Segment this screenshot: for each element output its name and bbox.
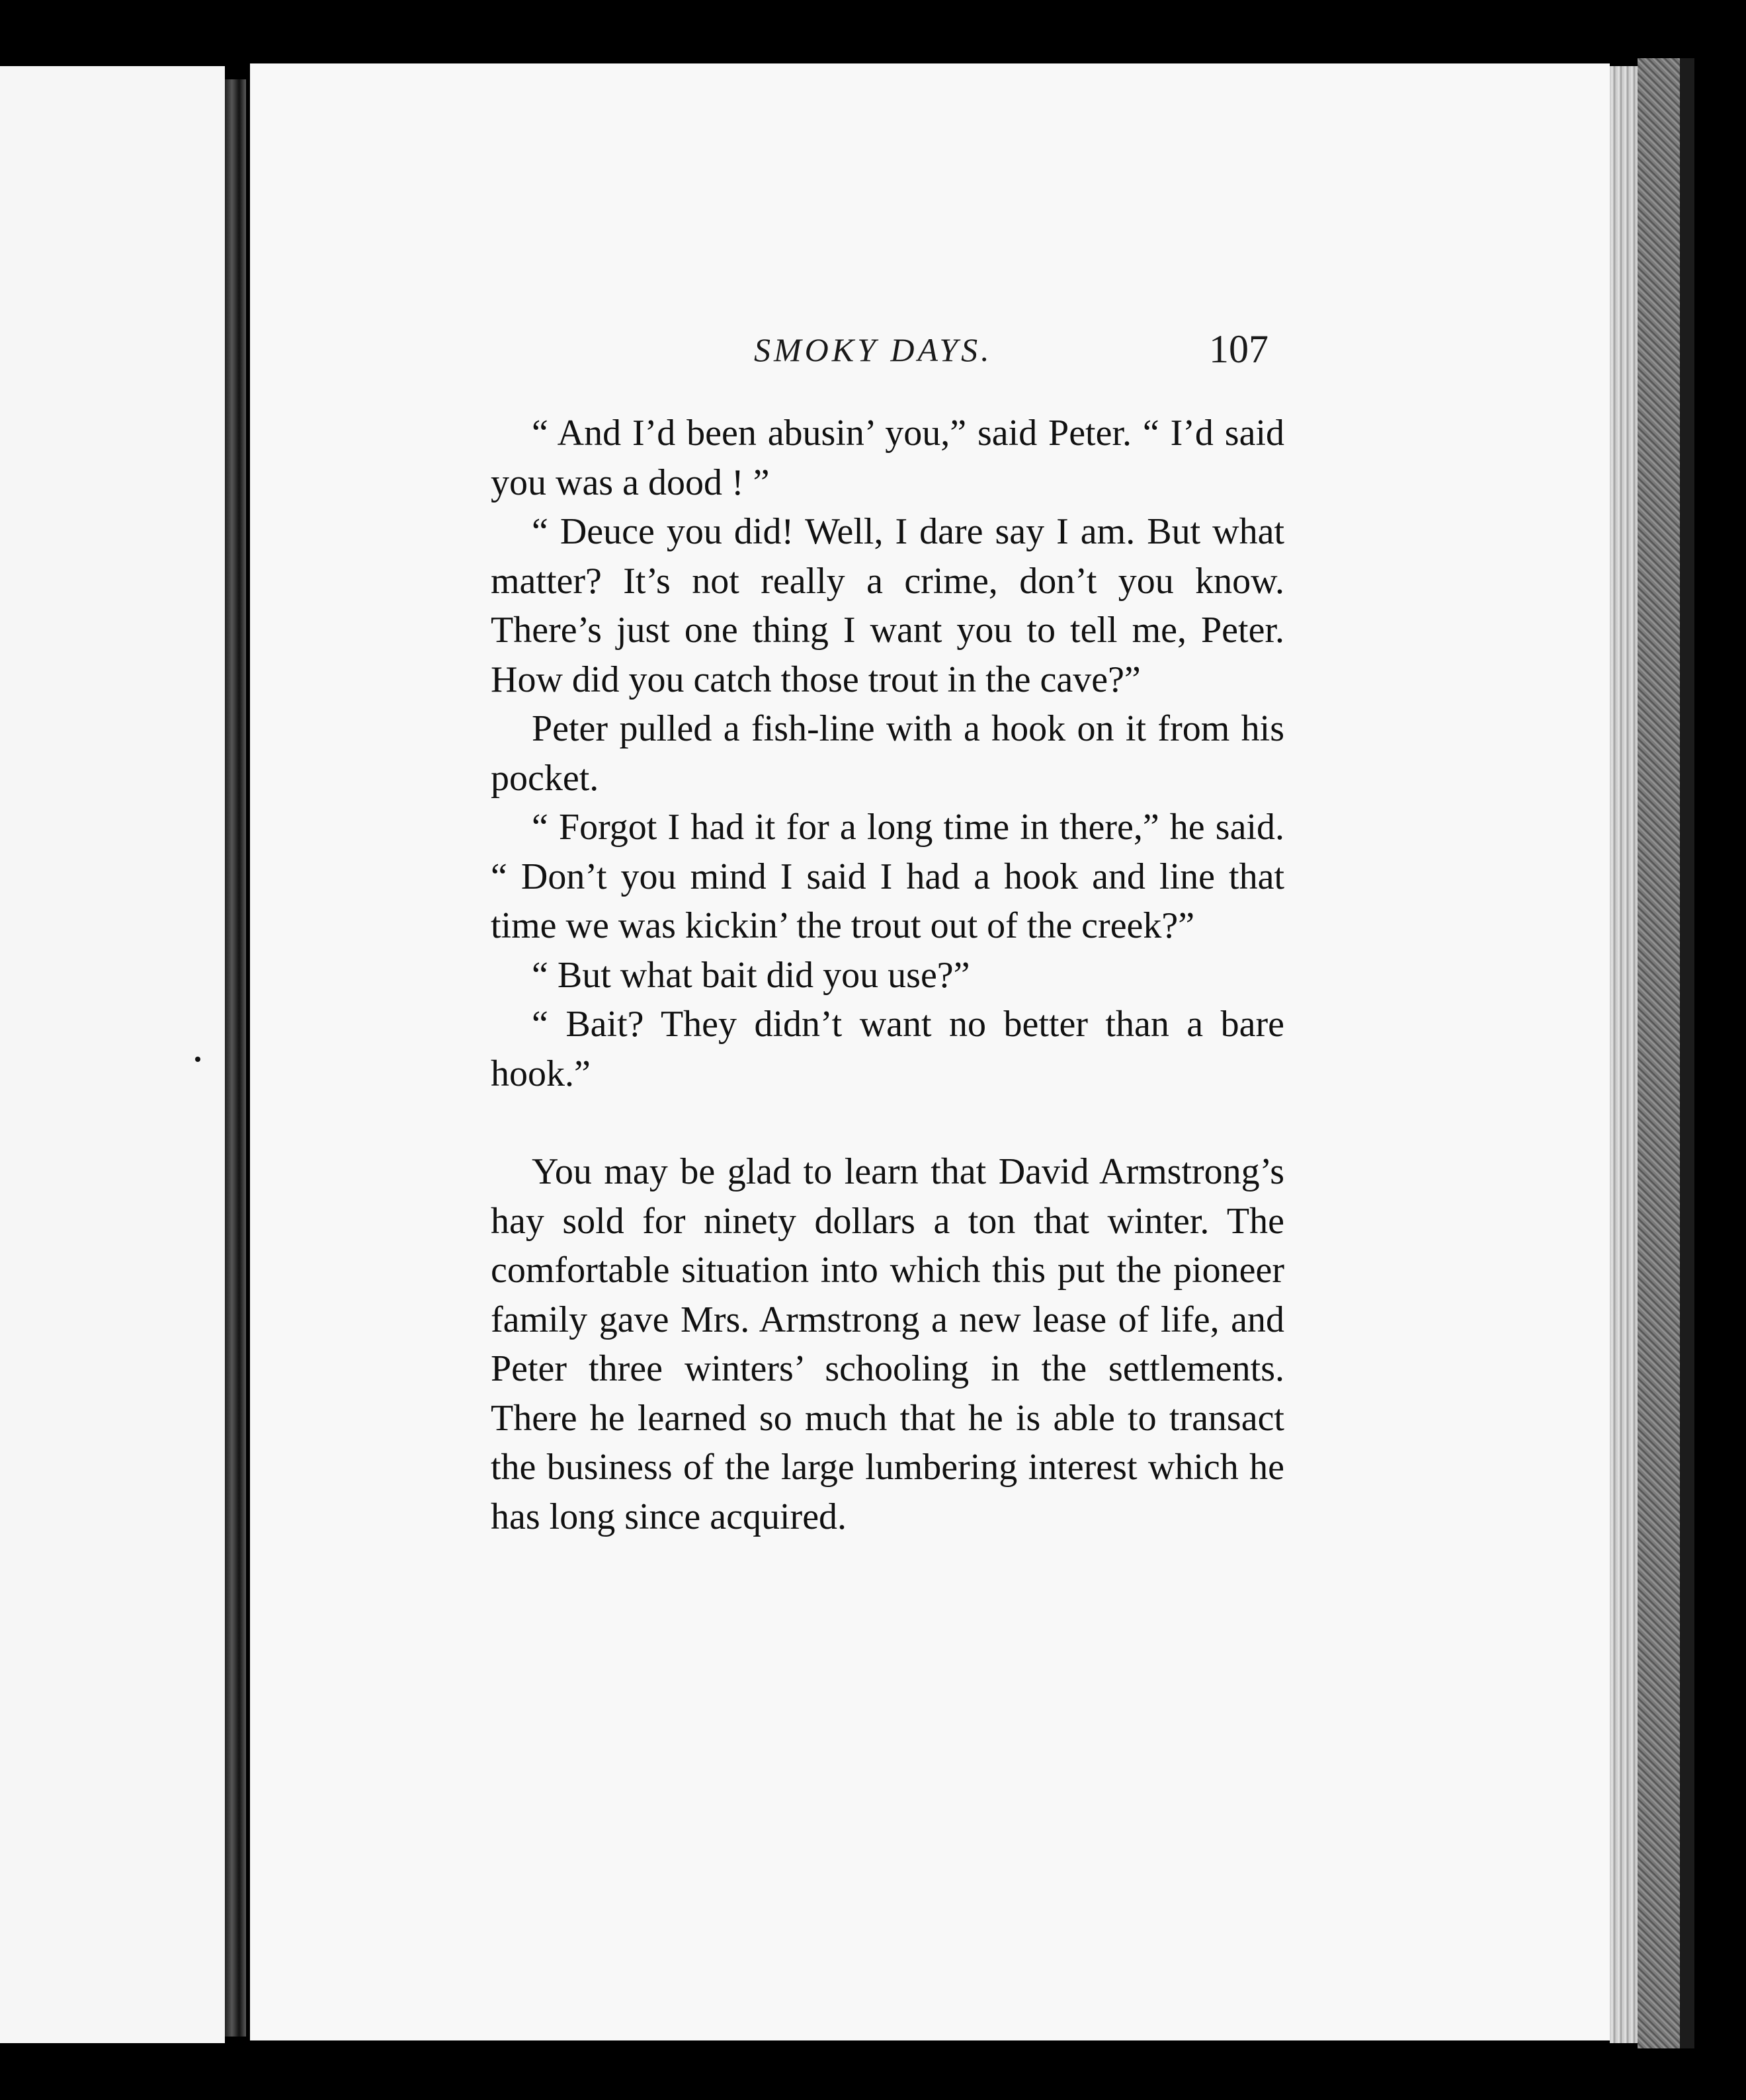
paragraph: “ Bait? They didn’t want no better than a bare hook.” bbox=[491, 1004, 1284, 1094]
paragraph-epilogue: You may be glad to learn that David Armstrong’s hay sold for ninety dollars a ton that winter. The comfortable situation into which this put the pioneer family gave Mrs. Armstrong a new lease of life, and Peter three winters’ schooling in the settlements. There he learned so much that he is able to transact the business of the large lumbering interest which he has long since acquired. bbox=[491, 1151, 1284, 1537]
paragraph: “ Forgot I had it for a long time in there,” he said. “ Don’t you mind I said I had a hook and line that time we was kickin’ the trout out of the creek?” bbox=[491, 807, 1284, 946]
running-head: SMOKY DAYS. bbox=[754, 331, 993, 368]
paragraph: “ But what bait did you use?” bbox=[532, 954, 970, 996]
body-text bbox=[491, 409, 1284, 1541]
facing-page-left bbox=[0, 66, 225, 2043]
paragraph: Peter pulled a fish-line with a hook on it from his pocket. bbox=[491, 708, 1284, 799]
paragraph: “ Deuce you did! Well, I dare say I am. But what matter? It’s not really a crime, don’t you know. There’s just one thing I want you to tell me, Peter. How did you catch those trout in the cave?” bbox=[491, 511, 1284, 700]
gutter-shadow-line bbox=[246, 79, 249, 2037]
book-gutter bbox=[225, 79, 249, 2037]
cover-shadow bbox=[1680, 58, 1694, 2048]
page-fore-edge bbox=[1610, 66, 1638, 2043]
page-number: 107 bbox=[1209, 327, 1268, 371]
paragraph: “ And I’d been abusin’ you,” said Peter. “ I’d said you was a dood ! ” bbox=[491, 413, 1284, 503]
ink-speck bbox=[195, 1057, 200, 1062]
book-cover-edge bbox=[1638, 58, 1680, 2048]
